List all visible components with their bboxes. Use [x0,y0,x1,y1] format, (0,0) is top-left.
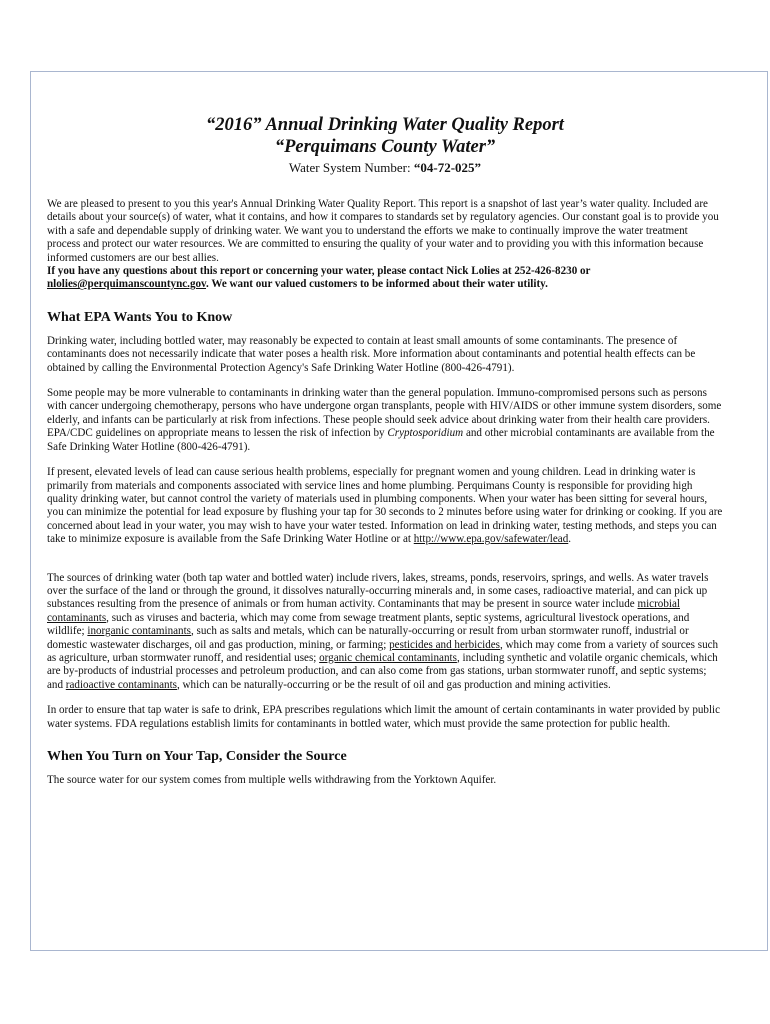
epa-paragraph-5: In order to ensure that tap water is safe to drink, EPA prescribes regulations which limit the amount of certain contaminants in water provided by public water systems. FDA regulations establish limits for contaminants in bottled water, which must provide the same protection for public health. [47,704,721,730]
organic-chemical-contaminants: organic chemical contaminants [319,651,457,664]
intro-paragraph: We are pleased to present to you this year's Annual Drinking Water Quality Report. This report is a snapshot of last year’s water quality. Included are details about your source(s) of water, what it contains, and how it compares to standards set by regulatory agencies. Our constant goal is to provide you with a safe and dependable supply of drinking water. We want you to understand the efforts we make to continually improve the water treatment process and protect our water resources. We are committed to ensuring the quality of your water and to providing you with this information because informed customers are our best allies. [47,198,719,264]
epa-paragraph-4 [47,572,723,693]
epa-p4-d: , which may come from a variety of sources such as agriculture, urban stormwater runoff, and residential uses; [47,638,719,664]
system-number-value: “04-72-025” [413,160,482,175]
report-title-line1: “2016” Annual Drinking Water Quality Report [206,115,564,135]
epa-p4-c: , such as salts and metals, which can be naturally-occurring or result from urban stormwater runoff, industrial or domestic wastewater discharges, oil and gas production, mining, or farming; [47,625,689,651]
contact-post: . We want our valued customers to be informed about their water utility. [206,278,548,291]
contact-paragraph [47,265,723,292]
epa-p2-post: and other microbial contaminants are available from the Safe Drinking Water Hotline (800-426-4791). [47,427,715,453]
epa-p4-e: , including synthetic and volatile organic chemicals, which are by-products of industrial processes and petroleum production, and can also come from gas stations, urban stormwater runoff, and septic systems; and [47,651,718,691]
epa-paragraph-3 [47,466,723,546]
epa-p3-pre: If present, elevated levels of lead can cause serious health problems, especially for pregnant women and young children. Lead in drinking water is primarily from materials and components associated with service lines and home plumbing. Perquimans County is responsible for providing high quality drinking water, but cannot control the variety of materials used in plumbing components. When your water has been sitting for several hours, you can minimize the potential for lead exposure by flushing your tap for 30 seconds to 2 minutes before using water for drinking or cooking. If you are concerned about lead in your water, you may wish to have your water tested. Information on lead in drinking water, testing methods, and steps you can take to minimize exposure is available from the Safe Drinking Water Hotline or at [47,466,723,546]
inorganic-contaminants: inorganic contaminants [87,625,191,638]
epa-p4-b: , such as viruses and bacteria, which may come from sewage treatment plants, septic systems, agricultural livestock operations, and wildlife; [47,611,690,638]
epa-lead-link[interactable]: http://www.epa.gov/safewater/lead [413,533,569,546]
pesticides-herbicides: pesticides and herbicides [389,638,500,651]
epa-paragraph-2 [47,387,723,454]
epa-p2-italic: Cryptosporidium [387,427,464,440]
epa-paragraph-1: Drinking water, including bottled water, may reasonably be expected to contain at least small amounts of some contaminants. The presence of contaminants does not necessarily indicate that water poses a health risk. More information about contaminants and potential health effects can be obtained by calling the Environmental Protection Agency's Safe Drinking Water Hotline (800-426-4791). [47,334,696,374]
epa-p3-post: . [568,533,572,546]
epa-p4-f: , which can be naturally-occurring or be the result of oil and gas production and mining activities. [177,678,611,691]
epa-p4-a: The sources of drinking water (both tap water and bottled water) include rivers, lakes, streams, ponds, reservoirs, springs, and wells. As water travels over the surface of the land or through the ground, it dissolves naturally-occurring minerals and, in some cases, radioactive material, and can pick up substances resulting from the presence of animals or from human activity. Contaminants that may be present in source water include [47,571,709,611]
system-number-label: Water System Number: [288,160,414,175]
epa-heading: What EPA Wants You to Know [47,309,233,325]
epa-p2-pre: Some people may be more vulnerable to contaminants in drinking water than the general population. Immuno-compromised persons such as persons with cancer undergoing chemotherapy, persons who have undergone organ transplants, people with HIV/AIDS or other immune system disorders, some elderly, and infants can be particularly at risk from infections. These people should seek advice about drinking water from their health care providers. EPA/CDC guidelines on appropriate means to lessen the risk of infection by [47,387,722,440]
document-body [47,114,723,787]
radioactive-contaminants: radioactive contaminants [65,678,177,691]
microbial-contaminants: microbial contaminants [47,598,680,624]
contact-email-link[interactable]: nlolies@perquimanscountync.gov [47,278,206,291]
contact-pre: If you have any questions about this report or concerning your water, please contact Nick Lolies at 252-426-8230 or [47,265,591,278]
water-system-number [47,160,723,176]
source-heading: When You Turn on Your Tap, Consider the Source [47,749,347,764]
report-title-line2: “Perquimans County Water” [274,137,496,157]
source-paragraph: The source water for our system comes from multiple wells withdrawing from the Yorktown Aquifer. [47,774,497,786]
